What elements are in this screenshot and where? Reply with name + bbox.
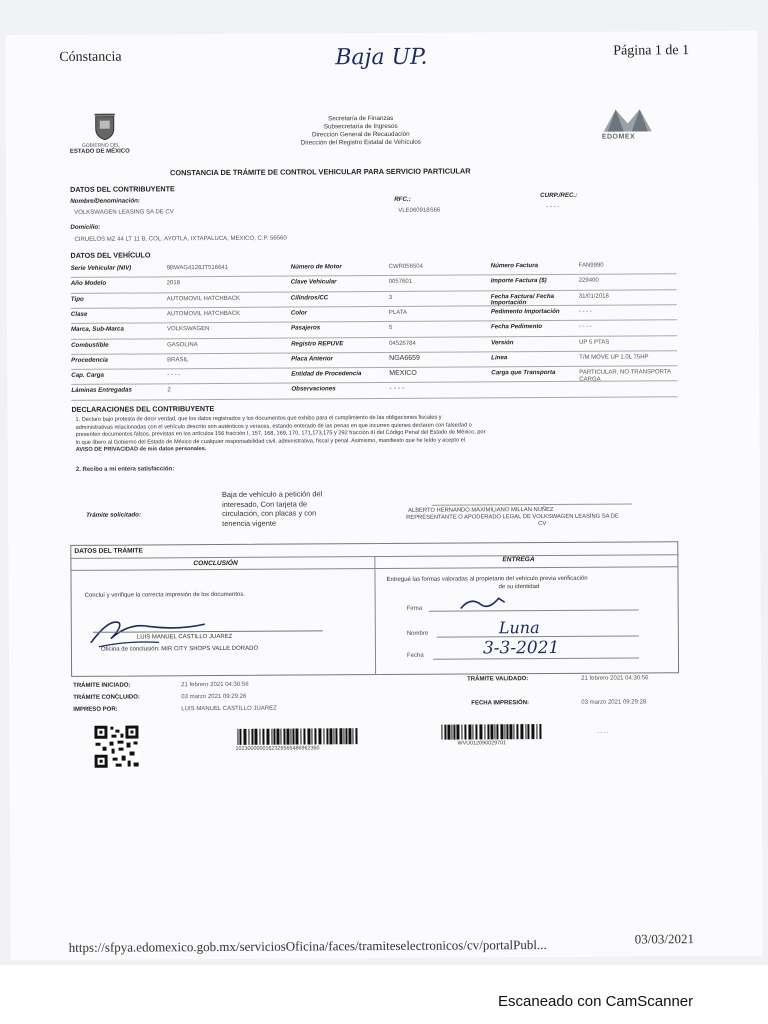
barcode-bar	[536, 724, 537, 739]
barcode-bar	[273, 729, 275, 745]
vehicle-field-value: - - - -	[389, 385, 405, 393]
vehicle-field-label: Observaciones	[291, 385, 336, 393]
barcode-bar	[456, 725, 459, 740]
vehicle-field-value: - - - -	[167, 372, 181, 379]
barcode-2-text: WVU012090029701	[457, 740, 507, 747]
vehicle-field-value: BRASIL	[167, 356, 189, 364]
barcode-bar	[355, 728, 357, 744]
vehicle-field-value: GASOLINA	[167, 341, 198, 348]
fecha-label-entrega: Fecha	[406, 652, 424, 659]
firma-label: Firma	[406, 605, 423, 612]
agency-block	[276, 115, 446, 148]
barcode-bar	[494, 724, 495, 739]
impreso-value: LUIS MANUEL CASTILLO JUAREZ	[181, 705, 277, 713]
barcode-1	[237, 728, 359, 745]
vehicle-field-value: T/M MOVE UP 1.0L 75HP	[579, 354, 649, 361]
handwritten-note: Baja UP.	[335, 44, 428, 71]
declaration-line: 1. Declaro bajo protesta de decir verdad, que los datos registrados y los documentos que exhibo para el cumplimiento de las obligaciones fiscales y	[75, 414, 442, 423]
vehicle-field-label: Cilindros/CC	[290, 293, 329, 302]
barcode-3-text: - - - -	[597, 729, 609, 736]
barcode-bar	[295, 729, 298, 745]
vehicle-field-label: Tipo	[70, 295, 84, 303]
barcode-bar	[343, 728, 344, 744]
tramite-line: Baja de vehículo a petición del	[221, 489, 323, 499]
nombre-label-entrega: Nombre	[406, 630, 429, 637]
vehicle-field-value: 9BWAG4128JT516641	[166, 264, 229, 272]
vehicle-field-value: MEXICO	[389, 369, 417, 378]
barcode-bar	[441, 725, 442, 740]
tramite-box-heading: DATOS DEL TRÁMITE	[74, 547, 143, 555]
concluido-value: 03 marzo 2021 09:29:26	[181, 693, 247, 701]
vehicle-field-value: 229400	[578, 277, 599, 285]
barcode-bar	[251, 729, 253, 745]
vehicle-field-value: PARTICULAR, NO TRANSPORTA CARGA	[579, 369, 671, 383]
barcode-bar	[461, 725, 462, 740]
vehicle-field-value: AUTOMOVIL HATCHBACK	[166, 310, 241, 318]
vehicle-field-label: Procedencia	[71, 356, 109, 364]
vehicle-field-label: Serie Vehicular (NIV)	[70, 264, 132, 272]
barcode-bar	[237, 729, 238, 745]
barcode-bar	[451, 725, 452, 740]
vehicle-field-label: Registro REPUVE	[291, 339, 344, 348]
barcode-bar	[290, 729, 291, 745]
agency-line: Secretaría de Finanzas	[328, 114, 394, 123]
table-row-divider	[71, 396, 677, 401]
tramite-solicitado-label: Trámite solicitado:	[86, 511, 142, 519]
barcode-bar	[271, 729, 272, 745]
barcode-bar	[531, 724, 534, 739]
section-vehiculo: DATOS DEL VEHÍCULO	[70, 250, 151, 260]
barcode-bar	[286, 729, 289, 745]
vehicle-field-label: Marca, Sub-Marca	[70, 325, 124, 334]
vehicle-field-label: Número Factura	[490, 262, 539, 270]
barcode-bar	[444, 725, 446, 740]
barcode-bar	[303, 728, 305, 744]
barcode-bar	[254, 729, 257, 745]
barcode-bar	[504, 724, 505, 739]
vehicle-field-value: 3	[388, 294, 393, 301]
barcode-bar	[318, 728, 321, 744]
barcode-bar	[266, 729, 269, 745]
validado-value: 21 febrero 2021 04:30:56	[581, 675, 649, 682]
vehicle-field-label: Año Modelo	[70, 279, 107, 288]
vehicle-field-label: Fecha Factura/ Fecha Importación	[490, 292, 555, 307]
rfc-label: RFC.:	[394, 195, 411, 203]
vehicle-field-label: Combustible	[71, 341, 109, 349]
conclusion-text: Concluí y verifique la correcta impresión de los documentos.	[84, 591, 246, 599]
barcode-bar	[520, 724, 523, 739]
nombre-value: VOLKSWAGEN LEASING SA DE CV	[74, 209, 174, 216]
signer-role-cont: CV	[538, 521, 547, 528]
vehicle-field-label: Clase	[70, 310, 88, 318]
print-date: 03/03/2021	[634, 931, 694, 947]
nombre-label: Nombre/Denominación:	[70, 197, 141, 205]
barcode-2	[441, 724, 541, 740]
declaration-line: administrativas relacionadas con el vehículo descrito son auténticos y veraces, estando enterado de las penas en que incurren quienes declaren con falsedad o	[75, 422, 472, 431]
section-contribuyente: DATOS DEL CONTRIBUYENTE	[70, 184, 175, 194]
barcode-bar	[243, 729, 246, 745]
state-shield-icon	[92, 113, 118, 141]
impresion-label: FECHA IMPRESIÓN:	[471, 700, 530, 707]
vehicle-field-label: Importe Factura ($)	[490, 277, 547, 285]
vehicle-field-label: Pedimento Importación	[490, 307, 560, 316]
barcode-bar	[447, 725, 450, 740]
page-number: Página 1 de 1	[613, 43, 690, 59]
barcode-bar	[292, 729, 294, 745]
impresion-value: 03 marzo 2021 09:29:28	[581, 699, 647, 706]
office-name: Oficina de conclusión: MIR CITY SHOPS VALLE DORADO	[100, 645, 259, 653]
conclusion-heading: CONCLUSIÓN	[193, 559, 238, 568]
impreso-label: IMPRESO POR:	[73, 706, 118, 713]
domicilio-value: CIRUELOS MZ 44 LT 11 B, COL. AYOTLA, IXTAPALUCA, MEXICO, C.P. 56560	[74, 235, 287, 243]
barcode-bar	[262, 729, 264, 745]
barcode-bar	[506, 724, 508, 739]
barcode-bar	[484, 724, 485, 739]
tramite-line: circulación, con placas y con	[222, 508, 317, 519]
barcode-bar	[490, 724, 493, 739]
agency-line: Subsecretaría de Ingresos	[323, 122, 398, 131]
barcode-bar	[464, 725, 466, 740]
concluido-label: TRÁMITE CONCLUIDO:	[73, 694, 140, 701]
vehicle-field-label: Color	[290, 309, 308, 317]
entrega-text-cont: de su identidad	[498, 584, 540, 591]
vehicle-field-label: Placa Anterior	[291, 355, 333, 363]
tramite-line: interesado, Con tarjeta de	[222, 499, 308, 509]
iniciado-label: TRÁMITE INICIADO:	[73, 682, 131, 689]
signer-name: ALBERTO HERNANDO MAXIMILIANO MILLAN NUÑEZ	[408, 506, 554, 514]
vehicle-field-label: Línea	[491, 354, 508, 362]
vehicle-field-label: Cap. Carga	[71, 371, 104, 380]
entrega-text: Entregué las formas valoradas al propietario del vehículo previa verificación	[386, 575, 588, 583]
barcode-bar	[259, 729, 260, 745]
barcode-bar	[496, 724, 498, 739]
qr-code-icon	[93, 724, 139, 768]
barcode-bar	[539, 724, 541, 739]
barcode-bar	[339, 728, 342, 744]
document-page	[5, 31, 763, 961]
receiver-signature-icon	[459, 592, 509, 614]
barcode-bar	[453, 725, 455, 740]
declaration-line: AVISO DE PRIVACIDAD de mis datos personales.	[75, 446, 207, 454]
vehicle-field-label: Láminas Entregadas	[71, 386, 132, 395]
barcode-bar	[329, 728, 332, 744]
barcode-bar	[513, 724, 514, 739]
vehicle-field-label: Clave Vehicular	[290, 278, 337, 286]
domicilio-label: Domicilio:	[70, 223, 101, 231]
signer-role: REPRESENTANTE O APODERADO LEGAL DE VOLKSWAGEN LEASING SA DE	[406, 513, 619, 521]
vehicle-data-table	[71, 259, 678, 401]
vehicle-field-label: Entidad de Procedencia	[291, 370, 362, 378]
curp-label: CURP./REC.:	[540, 191, 578, 200]
barcode-bar	[280, 729, 281, 745]
vehicle-field-label: Versión	[491, 338, 514, 346]
barcode-bar	[479, 724, 482, 739]
barcode-bar	[472, 724, 473, 739]
rfc-value: VLE060918S66	[398, 207, 441, 214]
barcode-bar	[326, 728, 328, 744]
vehicle-field-value: FAN9990	[578, 262, 604, 269]
barcode-bar	[239, 729, 241, 745]
vehicle-field-value: 31/01/2018	[578, 293, 609, 300]
barcode-bar	[333, 728, 334, 744]
handwritten-date: 3-3-2021	[482, 637, 560, 659]
barcode-bar	[311, 728, 312, 744]
tramite-solicitado-value	[222, 489, 322, 528]
document-title: CONSTANCIA DE TRÁMITE DE CONTROL VEHICULAR PARA SERVICIO PARTICULAR	[169, 166, 471, 178]
barcode-bar	[525, 724, 526, 739]
vehicle-field-value: NGA6659	[389, 354, 420, 362]
signer-signature-line	[432, 503, 632, 505]
officer-name: LUIS MANUEL CASTILLO JUAREZ	[136, 633, 233, 641]
vehicle-field-value: 0057601	[388, 279, 413, 286]
barcode-bar	[300, 729, 301, 745]
vehicle-field-value: 5	[388, 325, 393, 332]
declaration-text	[76, 414, 486, 454]
barcode-1-text: 1023000000162326565486962360	[235, 745, 320, 752]
agency-line: Dirección General de Recaudación	[311, 130, 410, 139]
barcode-bar	[283, 729, 285, 745]
barcode-bar	[352, 728, 353, 744]
vehicle-field-value: UP 5 PTAS	[579, 339, 610, 346]
vehicle-field-value: - - - -	[578, 323, 592, 330]
vehicle-field-value: 2018	[166, 280, 181, 287]
barcode-bar	[509, 724, 512, 739]
vehicle-field-label: Número de Motor	[290, 263, 342, 271]
barcode-bar	[516, 724, 518, 739]
barcode-bar	[314, 728, 316, 744]
header-constancia: Cónstancia	[59, 49, 122, 65]
barcode-bar	[475, 724, 477, 739]
logo-left-line2: ESTADO DE MÉXICO	[69, 148, 130, 155]
iniciado-value: 21 febrero 2021 04:30:56	[181, 681, 249, 689]
vehicle-field-value: CWR056504	[388, 263, 423, 270]
source-url: https://sfpya.edomexico.gob.mx/serviciosOficina/faces/tramiteselectronicos/cv/portalPubl...	[68, 937, 547, 955]
curp-value: - - - -	[546, 203, 560, 211]
vehicle-field-value: 2	[167, 387, 171, 394]
vehicle-field-value: AUTOMOVIL HATCHBACK	[166, 295, 241, 302]
edomex-logo-icon	[600, 105, 656, 133]
barcode-bar	[468, 724, 471, 739]
section-declaraciones: DECLARACIONES DEL CONTRIBUYENTE	[71, 404, 215, 414]
vehicle-field-value: - - - -	[578, 308, 592, 315]
declaration-line: lo que libero al Gobierno del Estado de México de cualquier responsabilidad civil, administrativa, fiscal y penal. Asimismo, manifiesto que he leído y acepto el	[75, 437, 465, 446]
tramite-line: tenencia vigente	[222, 518, 277, 528]
barcode-bar	[487, 724, 489, 739]
vehicle-field-label: Pasajeros	[290, 324, 321, 332]
handwritten-name: Luna	[498, 618, 540, 638]
camscanner-caption: Escaneado con CamScanner	[498, 993, 694, 1010]
agency-line: Dirección del Registro Estatal de Vehículos	[300, 138, 422, 147]
barcode-bar	[276, 729, 279, 745]
entrega-heading: ENTREGA	[502, 556, 535, 564]
barcode-bar	[500, 724, 503, 739]
barcode-bar	[323, 728, 324, 744]
vehicle-field-value: VOLKSWAGEN	[166, 326, 210, 333]
vehicle-field-value: 04526784	[389, 340, 416, 347]
vehicle-field-label: Fecha Pedimento	[490, 323, 543, 331]
validado-label: TRÁMITE VALIDADO:	[467, 676, 529, 683]
declaration-receipt: 2. Recibo a mi entera satisfacción:	[75, 466, 175, 473]
barcode-bar	[527, 724, 529, 739]
barcode-bar	[307, 728, 310, 744]
barcode-bar	[335, 728, 337, 744]
logo-left-line1: GOBIERNO DEL	[81, 142, 120, 149]
vehicle-field-label: Carga que Transporta	[491, 369, 556, 377]
vehicle-field-value: PLATA	[388, 309, 408, 316]
edomex-logo-text: EDOMEX	[601, 133, 636, 141]
declaration-line: presenten documentos falsos, previstas en los artículos 156 fracción I, 157, 168, 169, 170, 171,173,175 y 292 fracción III del Código Penal del Estado de México, por	[75, 429, 486, 439]
barcode-bar	[345, 728, 347, 744]
barcode-bar	[248, 729, 249, 745]
barcode-bar	[348, 728, 351, 744]
